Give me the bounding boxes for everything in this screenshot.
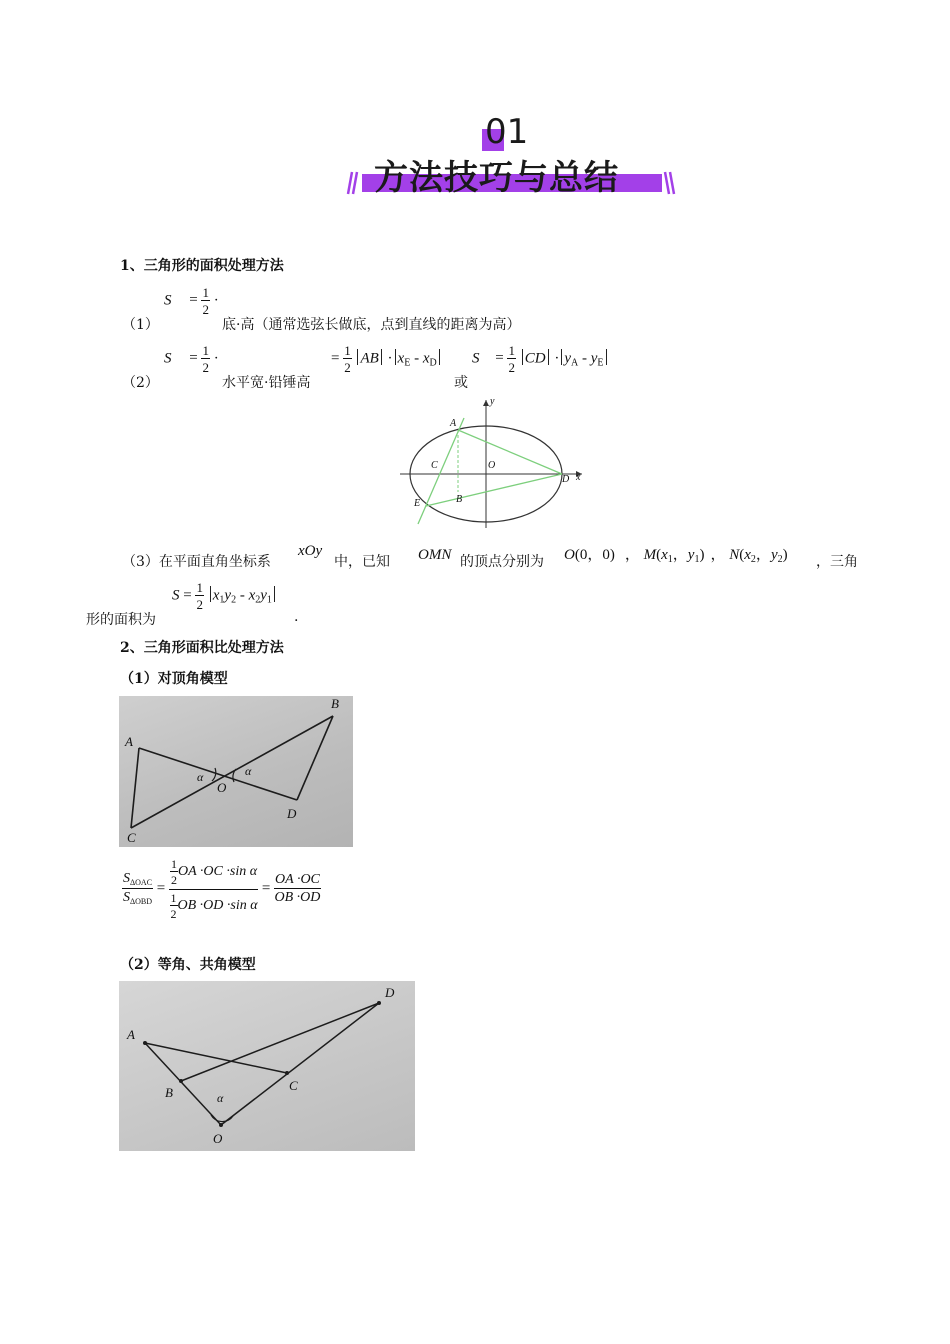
vertical-angle-diagram	[119, 696, 353, 847]
item3-points: O(0，0) ， $M(x_1$，$y_1$) ， $N(x_2$，$y_2$)	[564, 547, 788, 565]
common-angle-diagram	[119, 981, 415, 1151]
item2-xe: x	[397, 350, 405, 367]
common-angle-figure	[119, 981, 415, 1151]
item2-or: 或	[454, 375, 468, 391]
item1-den: 2	[202, 302, 209, 317]
item2-label: （2）	[122, 375, 159, 391]
item3-tail: ，三角	[816, 554, 858, 570]
model1-label-o: O	[217, 780, 227, 795]
item1-text: 底·高（通常选弦长做底，点到直线的距离为高）	[222, 317, 521, 333]
item2-f2-fraction	[507, 344, 516, 374]
ellipse-label-d: D	[562, 474, 570, 485]
page-title: 方法技巧与总结	[374, 158, 619, 198]
ellipse-label-c: C	[431, 460, 438, 471]
item3-o-coords: (0，0)	[574, 547, 615, 563]
item2-den: 2	[202, 360, 209, 375]
item2-f1-num: 1	[344, 343, 351, 358]
item3-line1	[122, 551, 271, 571]
item1-s: S	[164, 292, 172, 309]
item2-f2-eq: =	[495, 350, 504, 367]
item2-f1-den: 2	[344, 360, 351, 375]
item3-fraction: $\frac{1}{2}$	[196, 580, 203, 612]
item2-num: 1	[202, 343, 209, 358]
ellipse-figure	[396, 396, 588, 532]
item2-fraction	[201, 344, 210, 374]
header-banner	[340, 112, 685, 202]
section2-heading: 2、三角形面积比处理方法	[120, 640, 284, 656]
model1-heading: （1）对顶角模型	[120, 671, 228, 687]
model2-label-c: C	[289, 1078, 298, 1093]
item2-ya: y	[564, 350, 571, 367]
model1-label-d: D	[287, 806, 297, 821]
item2-text: 水平宽·铅锤高	[222, 375, 311, 391]
item2-f2-num: 1	[508, 343, 515, 358]
model2-label-o: O	[213, 1131, 223, 1146]
item1-dot: ·	[213, 292, 219, 309]
item2-f1-fraction	[343, 344, 352, 374]
section-number: 01	[485, 112, 529, 152]
item3-label: （3）在平面直角坐标系	[122, 554, 271, 570]
item3-vertices: 的顶点分别为	[460, 554, 544, 570]
ellipse-label-b: B	[456, 494, 463, 505]
item2-formula-a	[164, 344, 219, 374]
ellipse-label-o: O	[488, 460, 496, 471]
vertical-angle-figure	[119, 696, 353, 847]
model2-label-alpha: α	[217, 1091, 224, 1105]
item2-minus: -	[414, 350, 420, 367]
ellipse-label-y: y	[490, 396, 495, 407]
item1-formula	[164, 286, 219, 316]
item1-eq: =	[189, 292, 198, 309]
model1-rhs-fraction: $\frac{OA \cdot OC}{OB \cdot OD}$	[274, 872, 321, 905]
model1-label-alpha2: α	[245, 764, 252, 778]
model1-lhs-fraction: $\frac{S_{\Delta OAC}}{S_{\Delta OBD}}$	[123, 871, 153, 906]
item2-dot: ·	[213, 350, 219, 367]
model2-label-a: A	[127, 1027, 135, 1042]
model1-label-alpha1: α	[197, 770, 204, 784]
ellipse-label-a: A	[450, 418, 457, 429]
slash-left-icon	[340, 166, 360, 196]
item2-ye: y	[590, 350, 598, 367]
model2-label-d: D	[385, 985, 395, 1000]
section1-heading: 1、三角形的面积处理方法	[120, 258, 284, 274]
item3-o-point: O	[564, 547, 575, 563]
item1-num: 1	[202, 285, 209, 300]
item2-xd: x	[422, 350, 430, 367]
item1-label: （1）	[122, 317, 159, 333]
model1-label-a: A	[125, 734, 133, 749]
item3-area-formula: S = $\frac{1}{2}$ $x_1y_2 - x_2y_1$	[172, 581, 277, 611]
model1-middle-fraction: $\frac{1}{2}$ OA ·OC ·sin α $\frac{1}{2}$ OB ·OD ·sin α	[170, 857, 258, 921]
item3-n-point: N	[729, 547, 740, 563]
ellipse-label-e: E	[414, 498, 421, 509]
model1-ratio-formula: $\frac{S_{\Delta OAC}}{S_{\Delta OBD}}$ = $\frac{1}{2}$ OA ·OC ·sin α $\frac{1}{2}$ OB ·OD ·sin α = $\frac{OA \cdot OC}{OB \cdot OD}$	[123, 857, 321, 921]
ellipse-label-x: x	[576, 472, 581, 483]
model2-heading: （2）等角、共角模型	[120, 957, 256, 973]
item3-omn: OMN	[418, 547, 452, 563]
item2-s: S	[164, 350, 172, 367]
item2-eq: =	[189, 350, 198, 367]
item3-xoy: xOy	[298, 543, 323, 559]
item2-ab: AB	[360, 350, 379, 367]
item2-f2-den: 2	[508, 360, 515, 375]
item2-s2: S	[472, 350, 480, 367]
model1-label-b: B	[331, 696, 339, 711]
item3-m-point: M	[643, 547, 657, 563]
item1-fraction	[201, 286, 210, 316]
item3-mid: 中，已知	[334, 554, 390, 570]
item2-cd: CD	[524, 350, 546, 367]
model1-label-c: C	[127, 830, 136, 845]
item3-line2: 形的面积为	[86, 612, 156, 628]
item2-formula-b: = $\frac{1}{2}$ AB · $x_E - x_D$	[331, 344, 442, 374]
item2-f1-eq: =	[331, 350, 340, 367]
item2-formula-c: S = $\frac{1}{2}$ CD · $y_A - y_E$	[472, 344, 609, 374]
item3-period: .	[294, 609, 299, 625]
slash-right-icon	[662, 166, 682, 196]
model2-label-b: B	[165, 1085, 173, 1100]
